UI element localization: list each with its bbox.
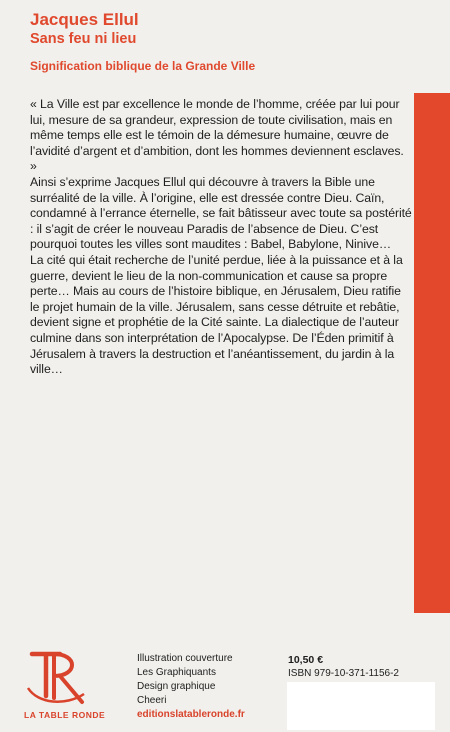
barcode-area: [287, 682, 435, 730]
price-block: [288, 654, 399, 680]
credit-line: Les Graphiquants: [137, 667, 216, 678]
publisher-website: editionslatableronde.fr: [137, 709, 245, 720]
cover-footer: [0, 640, 450, 732]
book-subtitle: Signification biblique de la Grande Ville: [30, 59, 256, 73]
author-name: Jacques Ellul: [30, 10, 139, 29]
blurb: [30, 97, 412, 378]
publisher-name: LA TABLE RONDE: [24, 710, 106, 720]
accent-bar: [414, 93, 450, 613]
book-title: Sans feu ni lieu: [30, 31, 137, 47]
blurb-paragraph: « La Ville est par excellence le monde de l’homme, créée par lui pour lui, mesure de sa grandeur, expression de toute civilisation, mais en même temps elle est le témoin de la démesure humaine, œuvre de l’avidité d’argent et d’ambition, dont les hommes deviennent esclaves. »: [30, 97, 404, 174]
credit-line: Illustration couverture: [137, 653, 233, 664]
cover-header: [30, 10, 255, 74]
blurb-paragraph: Ainsi s’exprime Jacques Ellul qui découvre à travers la Bible une surréalité de la ville. À l’origine, elle est dressée contre Dieu. Caïn, condamné à l’errance éternelle, se fait bâtisseur avec toute sa postérité : il s’agit de créer le nouveau Paradis de l’absence de Dieu. C’est pourquoi toutes les villes sont maudites : Babel, Babylone, Ninive…: [30, 174, 412, 252]
credit-line: Cheeri: [137, 695, 167, 706]
credits: [137, 652, 245, 722]
price: 10,50 €: [288, 654, 324, 666]
blurb-paragraph: La cité qui était recherche de l’unité perdue, liée à la puissance et à la guerre, devient le lieu de la non-communication et cause sa propre perte… Mais au cours de l’histoire biblique, en Jérusalem, Dieu ratifie le projet humain de la ville. Jérusalem, sans cesse détruite et rebâtie, devient signe et prophétie de la Cité sainte. La dialectique de l’auteur culmine dans son interprétation de l’Apocalypse. De l’Éden primitif à Jérusalem à travers la destruction et l’anéantissement, du jardin à la ville…: [30, 252, 403, 377]
isbn: ISBN 979-10-371-1156-2: [288, 668, 399, 679]
credit-line: Design graphique: [137, 681, 216, 692]
publisher-logo-icon: [26, 648, 90, 708]
